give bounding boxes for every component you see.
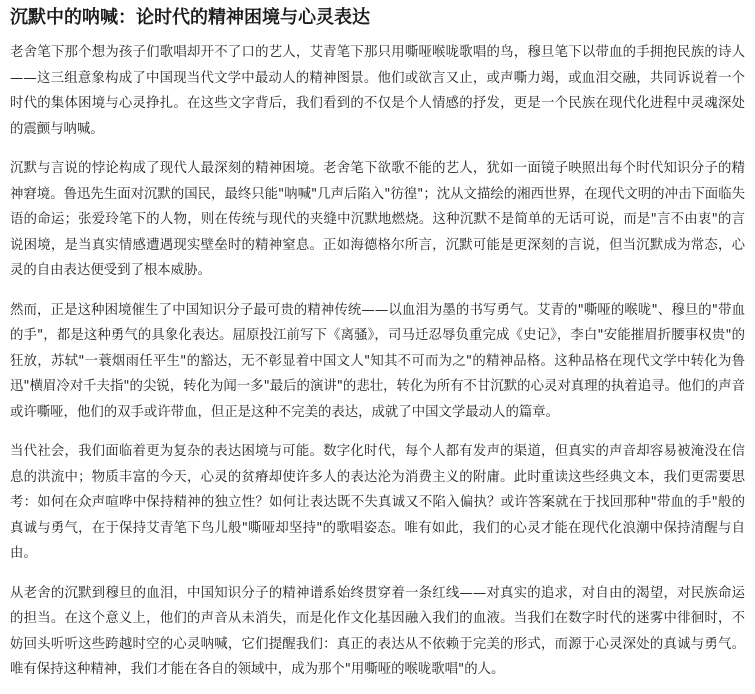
article-paragraph-3: 然而，正是这种困境催生了中国知识分子最可贵的精神传统——以血泪为墨的书写勇气。艾青的"嘶哑的喉咙"、穆旦的"带血的手"，都是这种勇气的具象化表达。屈原投江前写下《离骚》，司马迁忍辱负重完成《史记》，李白"安能摧眉折腰事权贵"的狂放，苏轼"一蓑烟雨任平生"的豁达，无不彰显着中国文人"知其不可而为之"的精神品格。这种品格在现代文学中转化为鲁迅"横眉冷对千夫指"的尖锐，转化为闻一多"最后的演讲"的悲壮，转化为所有不甘沉默的心灵对真理的执着追寻。他们的声音或许嘶哑，他们的双手或许带血，但正是这种不完美的表达，成就了中国文学最动人的篇章。 <box>10 302 745 420</box>
article-paragraph-5: 从老舍的沉默到穆旦的血泪，中国知识分子的精神谱系始终贯穿着一条红线——对真实的追求，对自由的渴望，对民族命运的担当。在这个意义上，他们的声音从未消失，而是化作文化基因融入我们的血液。当我们在数字时代的迷雾中徘徊时，不妨回头听听这些跨越时空的心灵呐喊，它们提醒我们：真正的表达从不依赖于完美的形式，而源于心灵深处的真诚与勇气。唯有保持这种精神，我们才能在各自的领域中，成为那个"用嘶哑的喉咙歌唱"的人。 <box>10 585 745 677</box>
article-paragraph-2: 沉默与言说的悖论构成了现代人最深刻的精神困境。老舍笔下欲歌不能的艺人，犹如一面镜子映照出每个时代知识分子的精神窘境。鲁迅先生面对沉默的国民，最终只能"呐喊"几声后陷入"彷徨"；沈从文描绘的湘西世界，在现代文明的冲击下面临失语的命运；张爱玲笔下的人物，则在传统与现代的夹缝中沉默地燃烧。这种沉默不是简单的无话可说，而是"言不由衷"的言说困境，是当真实情感遭遇现实壁垒时的精神窒息。正如海德格尔所言，沉默可能是更深刻的言说，但当沉默成为常态，心灵的自由表达便受到了根本威胁。 <box>10 161 745 278</box>
article-title: 沉默中的呐喊：论时代的精神困境与心灵表达 <box>10 7 370 28</box>
article-paragraph-4: 当代社会，我们面临着更为复杂的表达困境与可能。数字化时代，每个人都有发声的渠道，但真实的声音却容易被淹没在信息的洪流中；物质丰富的今天，心灵的贫瘠却使许多人的表达沦为消费主义的附庸。此时重读这些经典文本，我们更需要思考：如何在众声喧哗中保持精神的独立性？如何让表达既不失真诚又不陷入偏执？或许答案就在于找回那种"带血的手"般的真诚与勇气，在于保持艾青笔下鸟儿般"嘶哑却坚持"的歌唱姿态。唯有如此，我们的心灵才能在现代化浪潮中保持清醒与自由。 <box>10 444 745 561</box>
article-paragraph-1: 老舍笔下那个想为孩子们歌唱却开不了口的艺人，艾青笔下那只用嘶哑喉咙歌唱的鸟，穆旦笔下以带血的手拥抱民族的诗人——这三组意象构成了中国现当代文学中最动人的精神图景。他们或欲言又止，或声嘶力竭，或血泪交融，共同诉说着一个时代的集体困境与心灵挣扎。在这些文字背后，我们看到的不仅是个人情感的抒发，更是一个民族在现代化进程中灵魂深处的震颤与呐喊。 <box>10 45 745 137</box>
